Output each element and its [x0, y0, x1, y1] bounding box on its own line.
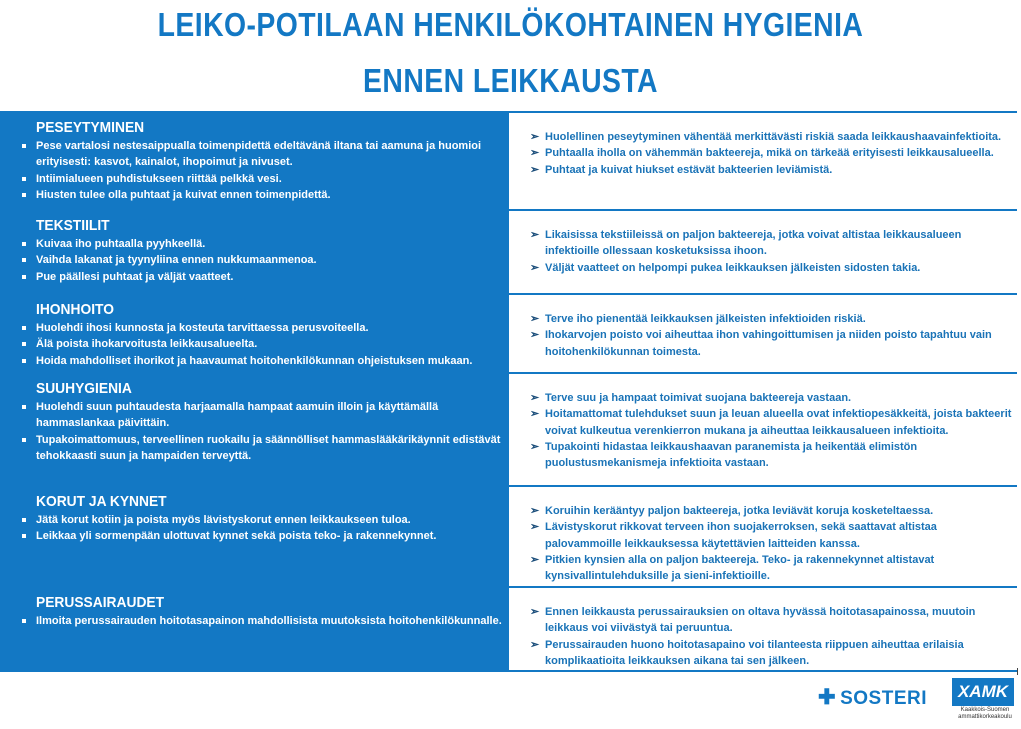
- section-row: [0, 485, 1017, 588]
- list-item: [530, 145, 1013, 161]
- list-item: [22, 399, 503, 432]
- list-item: [22, 432, 503, 465]
- section-rationale: [509, 487, 1017, 588]
- xamk-subtitle: Kaakkois-Suomen ammattikorkeakoulu: [958, 707, 1012, 720]
- logo-area: [810, 676, 1021, 726]
- instruction-list: [22, 320, 503, 369]
- section-instructions: [0, 295, 509, 374]
- list-item-text: Perussairauden huono hoitotasapaino voi tilanteesta riippuen aiheuttaa erilaisia komplikaatioita leikkauksen aikana tai sen jälkeen.: [545, 638, 964, 667]
- list-item-text: Lävistyskorut rikkovat terveen ihon suojakerroksen, sekä saattavat altistaa palovammoille leikkauksessa käytettävien laitteiden kanssa.: [545, 521, 937, 550]
- list-item-text: Leikkaa yli sormenpään ulottuvat kynnet sekä poista teko- ja rakennekynnet.: [36, 530, 437, 543]
- page-subtitle: ENNEN LEIKKAUSTA: [363, 62, 658, 99]
- rationale-list: [530, 390, 1013, 471]
- section-row: [0, 586, 1017, 672]
- section-instructions: [0, 588, 509, 670]
- list-item: [22, 320, 503, 336]
- list-item-text: Hiusten tulee olla puhtaat ja kuivat ennen toimenpidettä.: [36, 188, 331, 201]
- list-item: [22, 528, 503, 544]
- list-item-text: Pitkien kynsien alla on paljon bakteereja. Teko- ja rakennekynnet altistavat kynsivallintulehduksille ja sieni-infektioille.: [545, 553, 935, 583]
- list-item: [22, 512, 503, 528]
- list-item: [530, 390, 1013, 406]
- section-instructions: [0, 211, 509, 295]
- sosteri-logo: ✚ SOSTERI: [818, 686, 928, 709]
- list-item-text: Huolehdi suun puhtaudesta harjaamalla hampaat aamuin illoin ja käyttämällä hammaslankaa päivittäin.: [36, 401, 439, 430]
- section-heading: SUUHYGIENIA: [36, 380, 132, 397]
- arrow-bullet-icon: ➢: [530, 392, 540, 404]
- section-instructions: [0, 113, 509, 211]
- section-rationale: [509, 113, 1017, 211]
- instruction-list: [22, 399, 503, 464]
- bullet-icon: [22, 438, 26, 442]
- list-item-text: Puhtaalla iholla on vähemmän bakteereja, mikä on tärkeää erityisesti leikkausalueella.: [545, 147, 994, 160]
- instruction-list: [22, 138, 503, 203]
- list-item-text: Väljät vaatteet on helpompi pukea leikkauksen jälkeisten sidosten takia.: [545, 261, 921, 274]
- arrow-bullet-icon: ➢: [530, 521, 540, 534]
- bullet-icon: [22, 177, 26, 181]
- list-item-text: Terve iho pienentää leikkauksen jälkeisten infektioiden riskiä.: [545, 313, 866, 325]
- bullet-icon: [22, 193, 26, 197]
- list-item-text: Koruihin kerääntyy paljon bakteereja, jotka leviävät koruja kosketeltaessa.: [545, 505, 934, 517]
- instruction-list: [22, 512, 503, 545]
- list-item: [530, 552, 1013, 585]
- list-item-text: Jätä korut kotiin ja poista myös lävistyskorut ennen leikkaukseen tuloa.: [36, 514, 411, 526]
- section-instructions: [0, 487, 509, 588]
- list-item: [530, 439, 1013, 472]
- arrow-bullet-icon: ➢: [530, 261, 540, 274]
- list-item: [22, 336, 503, 352]
- arrow-bullet-icon: ➢: [530, 638, 540, 651]
- rationale-list: [530, 503, 1013, 584]
- list-item-text: Älä poista ihokarvoitusta leikkausalueelta.: [36, 338, 258, 351]
- section-row: [0, 293, 1017, 374]
- arrow-bullet-icon: ➢: [530, 606, 540, 618]
- section-instructions: [0, 374, 509, 487]
- list-item-text: Tupakoimattomuus, terveellinen ruokailu ja säännölliset hammaslääkärikäynnit edistävät tehokkaasti suun ja hampaiden terveyttä.: [36, 433, 501, 462]
- bullet-icon: [22, 258, 26, 262]
- section-rationale: [509, 374, 1017, 487]
- rationale-list: [530, 311, 1013, 360]
- arrow-bullet-icon: ➢: [530, 147, 540, 160]
- section-rationale: [509, 295, 1017, 374]
- bullet-icon: [22, 275, 26, 279]
- list-item: [530, 162, 1013, 178]
- list-item: [530, 503, 1013, 519]
- instruction-list: [22, 236, 503, 285]
- list-item: [530, 311, 1013, 327]
- list-item: [22, 138, 503, 171]
- divider: [1017, 668, 1021, 675]
- list-item-text: Pese vartalosi nestesaippualla toimenpidettä edeltävänä iltana tai aamuna ja huomioi erityisesti: kasvot, kainalot, ihopoimut ja nivuset.: [36, 140, 482, 169]
- list-item-text: Ilmoita perussairauden hoitotasapainon mahdollisista muutoksista hoitohenkilökunnalle.: [36, 615, 502, 627]
- list-item: [22, 613, 503, 629]
- rationale-list: [530, 604, 1013, 669]
- plus-cross-icon: ✚: [818, 686, 837, 709]
- section-row: [0, 372, 1017, 487]
- arrow-bullet-icon: ➢: [530, 408, 540, 421]
- list-item: [530, 637, 1013, 670]
- page-title: LEIKO-POTILAAN HENKILÖKOHTAINEN HYGIENIA: [157, 6, 864, 43]
- list-item: [530, 129, 1013, 145]
- bullet-icon: [22, 242, 26, 246]
- section-row: [0, 209, 1017, 295]
- list-item: [530, 604, 1013, 637]
- list-item: [530, 406, 1013, 439]
- list-item: [22, 171, 503, 187]
- list-item: [530, 519, 1013, 552]
- section-rationale: [509, 211, 1017, 295]
- list-item-text: Huolellinen peseytyminen vähentää merkittävästi riskiä saada leikkaushaavainfektioita.: [545, 131, 1002, 143]
- list-item-text: Hoida mahdolliset ihorikot ja haavaumat hoitohenkilökunnan ohjeistuksen mukaan.: [36, 354, 473, 367]
- section-heading: TEKSTIILIT: [36, 217, 110, 234]
- arrow-bullet-icon: ➢: [530, 329, 540, 342]
- bullet-icon: [22, 534, 26, 538]
- arrow-bullet-icon: ➢: [530, 229, 540, 241]
- list-item: [22, 236, 503, 252]
- section-row: [0, 111, 1017, 211]
- bullet-icon: [22, 518, 26, 522]
- section-heading: PERUSSAIRAUDET: [36, 594, 165, 611]
- arrow-bullet-icon: ➢: [530, 440, 540, 453]
- list-item-text: Intiimialueen puhdistukseen riittää pelkkä vesi.: [36, 172, 282, 185]
- xamk-logo: XAMK: [952, 678, 1014, 706]
- list-item-text: Vaihda lakanat ja tyynyliina ennen nukkumaanmenoa.: [36, 254, 317, 267]
- rationale-list: [530, 227, 1013, 276]
- list-item: [22, 187, 503, 203]
- bullet-icon: [22, 144, 26, 148]
- list-item: [530, 260, 1013, 276]
- list-item-text: Likaisissa tekstiileissä on paljon bakteereja, jotka voivat altistaa leikkausalueen infektioille ollessaan kosketuksissa ihoon.: [545, 229, 962, 258]
- list-item: [22, 252, 503, 268]
- arrow-bullet-icon: ➢: [530, 313, 540, 325]
- instruction-list: [22, 613, 503, 629]
- rationale-list: [530, 129, 1013, 178]
- section-rationale: [509, 588, 1017, 670]
- arrow-bullet-icon: ➢: [530, 505, 540, 517]
- arrow-bullet-icon: ➢: [530, 163, 540, 176]
- list-item-text: Hoitamattomat tulehdukset suun ja leuan alueella ovat infektiopesäkkeitä, joista bakteerit voivat kulkeutua verenkierron mukana ja aiheuttaa leikkausalueen infektioita.: [545, 408, 1012, 437]
- section-heading: IHONHOITO: [36, 301, 114, 318]
- bullet-icon: [22, 359, 26, 363]
- list-item: [22, 353, 503, 369]
- arrow-bullet-icon: ➢: [530, 553, 540, 566]
- bullet-icon: [22, 405, 26, 409]
- list-item: [530, 327, 1013, 360]
- list-item-text: Tupakointi hidastaa leikkaushaavan paranemista ja heikentää elimistön puolustusmekanismeja infektioita vastaan.: [545, 440, 918, 470]
- bullet-icon: [22, 342, 26, 346]
- arrow-bullet-icon: ➢: [530, 131, 540, 143]
- list-item-text: Terve suu ja hampaat toimivat suojana bakteereja vastaan.: [545, 392, 852, 404]
- list-item-text: Huolehdi ihosi kunnosta ja kosteuta tarvittaessa perusvoiteella.: [36, 322, 369, 334]
- list-item-text: Kuivaa iho puhtaalla pyyhkeellä.: [36, 238, 206, 250]
- section-heading: KORUT JA KYNNET: [36, 493, 167, 510]
- list-item: [530, 227, 1013, 260]
- bullet-icon: [22, 619, 26, 623]
- list-item-text: Ennen leikkausta perussairauksien on oltava hyvässä hoitotasapainossa, muutoin leikkaus voi viivästyä tai peruuntua.: [545, 606, 976, 635]
- list-item: [22, 269, 503, 285]
- bullet-icon: [22, 326, 26, 330]
- list-item-text: Puhtaat ja kuivat hiukset estävät bakteerien leviämistä.: [545, 163, 833, 176]
- section-heading: PESEYTYMINEN: [36, 119, 145, 136]
- list-item-text: Ihokarvojen poisto voi aiheuttaa ihon vahingoittumisen ja niiden poisto tapahtuu vain hoitohenkilökunnan toimesta.: [545, 329, 992, 358]
- list-item-text: Pue päällesi puhtaat ja väljät vaatteet.: [36, 270, 234, 283]
